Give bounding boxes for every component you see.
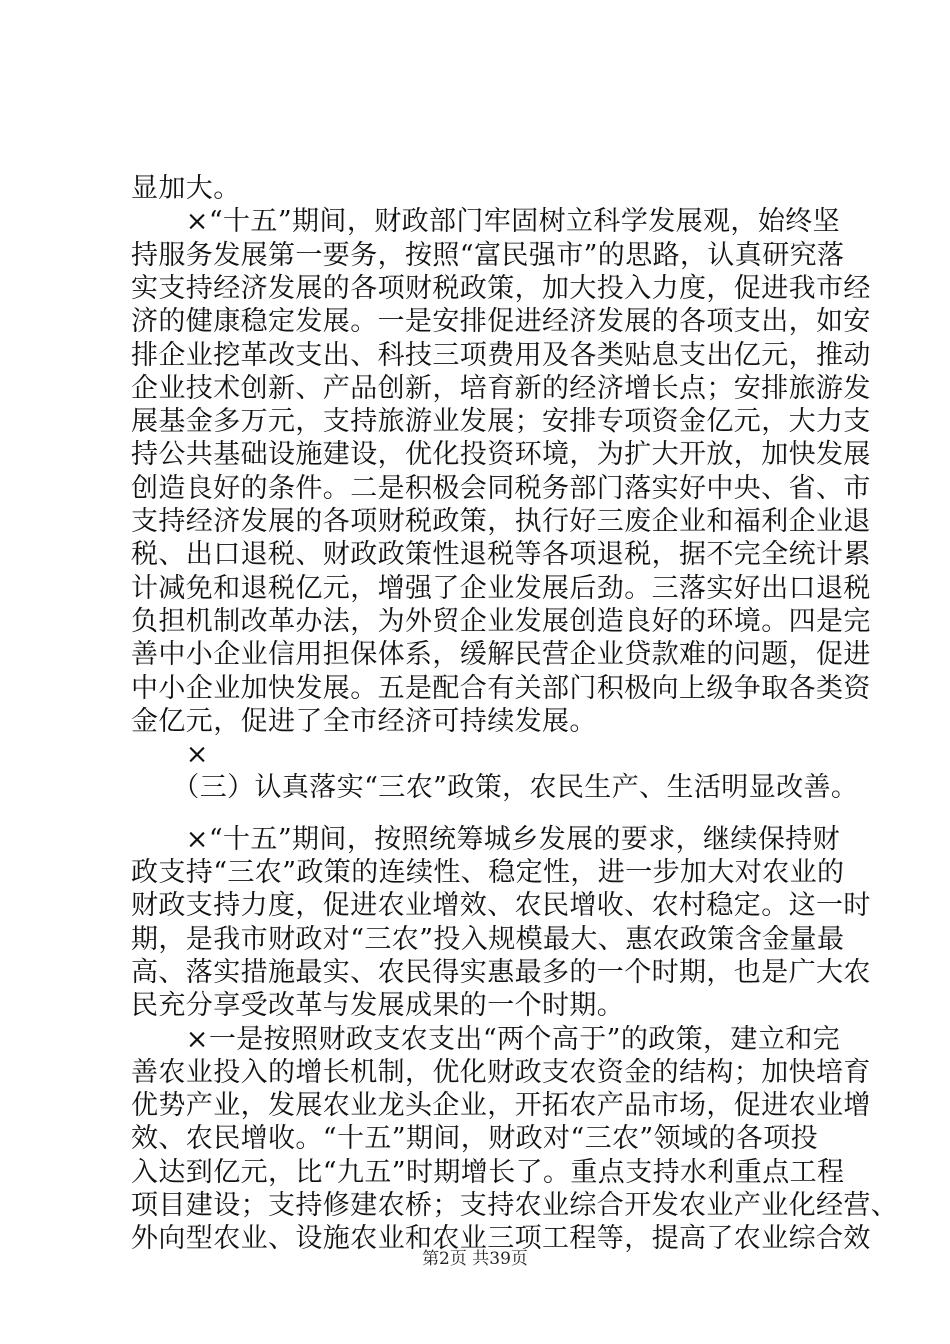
section-heading: （三）认真落实“三农”政策，农民生产、生活明显改善。 [131,772,859,804]
body-text-line: 入达到亿元，比“九五”时期增长了。重点支持水利重点工程 [131,1156,845,1188]
page-footer: 第2页 共39页 [422,1249,528,1269]
body-text-line: 显加大。 [131,173,241,204]
body-text-line: 持公共基础设施建设，优化投资环境，为扩大开放，加快发展 [131,439,871,471]
body-text-line: 善农业投入的增长机制，优化财政支农资金的结构；加快培育 [131,1056,871,1088]
body-text-line: 政支持“三农”政策的连续性、稳定性，进一步加大对农业的 [131,857,845,888]
body-text-line: ×一是按照财政支农支出“两个高于”的政策，建立和完 [131,1023,841,1055]
body-text-line: 项目建设；支持修建农桥；支持农业综合开发农业产业化经营、 [131,1190,899,1221]
body-text-line: 创造良好的条件。二是积极会同税务部门落实好中央、省、市 [131,472,871,504]
body-text-line: 支持经济发展的各项财税政策，执行好三废企业和福利企业退 [131,506,871,537]
body-text-line: 民充分享受改革与发展成果的一个时期。 [131,990,625,1022]
body-text-line: ×“十五”期间，按照统筹城乡发展的要求，继续保持财 [131,823,841,855]
body-text-line: 排企业挖革改支出、科技三项费用及各类贴息支出亿元，推动 [131,339,871,371]
body-text-line: 负担机制改革办法，为外贸企业发展创造良好的环境。四是完 [131,605,871,637]
body-text-line: 税、出口退税、财政政策性退税等各项退税，据不完全统计累 [131,539,871,571]
body-text-line: 中小企业加快发展。五是配合有关部门积极向上级争取各类资 [131,672,871,704]
body-text-line: × [131,739,209,771]
body-text-line: 持服务发展第一要务，按照“富民强市”的思路，认真研究落 [131,239,845,271]
body-text-line: 效、农民增收。“十五”期间，财政对“三农”领域的各项投 [131,1123,819,1155]
body-text-line: 金亿元，促进了全市经济可持续发展。 [131,705,597,737]
body-text-line: ×“十五”期间，财政部门牢固树立科学发展观，始终坚 [131,206,841,238]
body-text-line: 善中小企业信用担保体系，缓解民营企业贷款难的问题，促进 [131,639,871,671]
body-text-line: 优势产业，发展农业龙头企业，开拓农产品市场，促进农业增 [131,1090,871,1122]
body-text-line: 展基金多万元，支持旅游业发展；安排专项资金亿元，大力支 [131,406,871,438]
body-text-line: 计减免和退税亿元，增强了企业发展后劲。三落实好出口退税 [131,572,871,604]
body-text-line: 济的健康稳定发展。一是安排促进经济发展的各项支出，如安 [131,306,871,338]
body-text-line: 财政支持力度，促进农业增效、农民增收、农村稳定。这一时 [131,890,871,922]
body-text-line: 外向型农业、设施农业和农业三项工程等，提高了农业综合效 [131,1223,871,1255]
body-text-line: 企业技术创新、产品创新，培育新的经济增长点；安排旅游发 [131,372,871,404]
body-text-line: 期，是我市财政对“三农”投入规模最大、惠农政策含金量最 [131,923,845,955]
body-text-line: 高、落实措施最实、农民得实惠最多的一个时期，也是广大农 [131,956,871,988]
body-text-line: 实支持经济发展的各项财税政策，加大投入力度，促进我市经 [131,272,871,304]
